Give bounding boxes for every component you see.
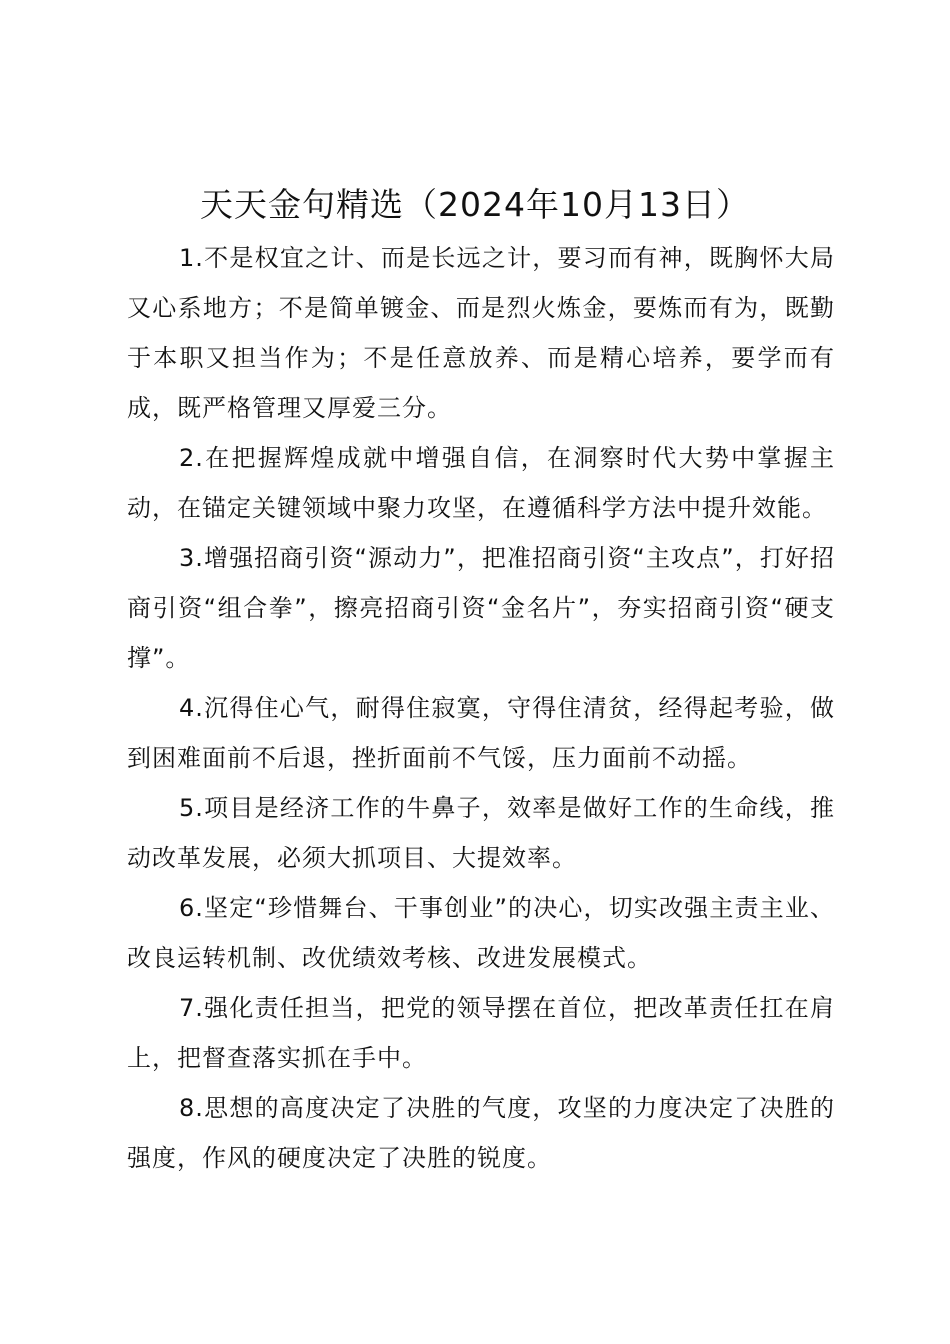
quote-paragraph-7: 7.强化责任担当，把党的领导摆在首位，把改革责任扛在肩上，把督查落实抓在手中。 <box>127 994 835 1072</box>
quote-paragraph-6: 6.坚定“珍惜舞台、干事创业”的决心，切实改强主责主业、改良运转机制、改优绩效考核、改进发展模式。 <box>127 894 835 972</box>
quote-paragraph-4: 4.沉得住心气，耐得住寂寞，守得住清贫，经得起考验，做到困难面前不后退，挫折面前不气馁，压力面前不动摇。 <box>127 694 835 772</box>
document-body <box>127 233 835 1183</box>
quote-paragraph-8: 8.思想的高度决定了决胜的气度，攻坚的力度决定了决胜的强度，作风的硬度决定了决胜的锐度。 <box>127 1094 835 1172</box>
document-title: 天天金句精选（2024年10月13日） <box>200 185 750 224</box>
quote-paragraph-2: 2.在把握辉煌成就中增强自信，在洞察时代大势中掌握主动，在锚定关键领域中聚力攻坚，在遵循科学方法中提升效能。 <box>127 444 835 522</box>
quote-paragraph-1: 1.不是权宜之计、而是长远之计，要习而有神，既胸怀大局又心系地方；不是简单镀金、而是烈火炼金，要炼而有为，既勤于本职又担当作为；不是任意放养、而是精心培养，要学而有成，既严格管理又厚爱三分。 <box>127 244 835 422</box>
quote-paragraph-5: 5.项目是经济工作的牛鼻子，效率是做好工作的生命线，推动改革发展，必须大抓项目、大提效率。 <box>127 794 835 872</box>
quote-paragraph-3: 3.增强招商引资“源动力”，把准招商引资“主攻点”，打好招商引资“组合拳”，擦亮招商引资“金名片”，夯实招商引资“硬支撑”。 <box>127 544 835 672</box>
